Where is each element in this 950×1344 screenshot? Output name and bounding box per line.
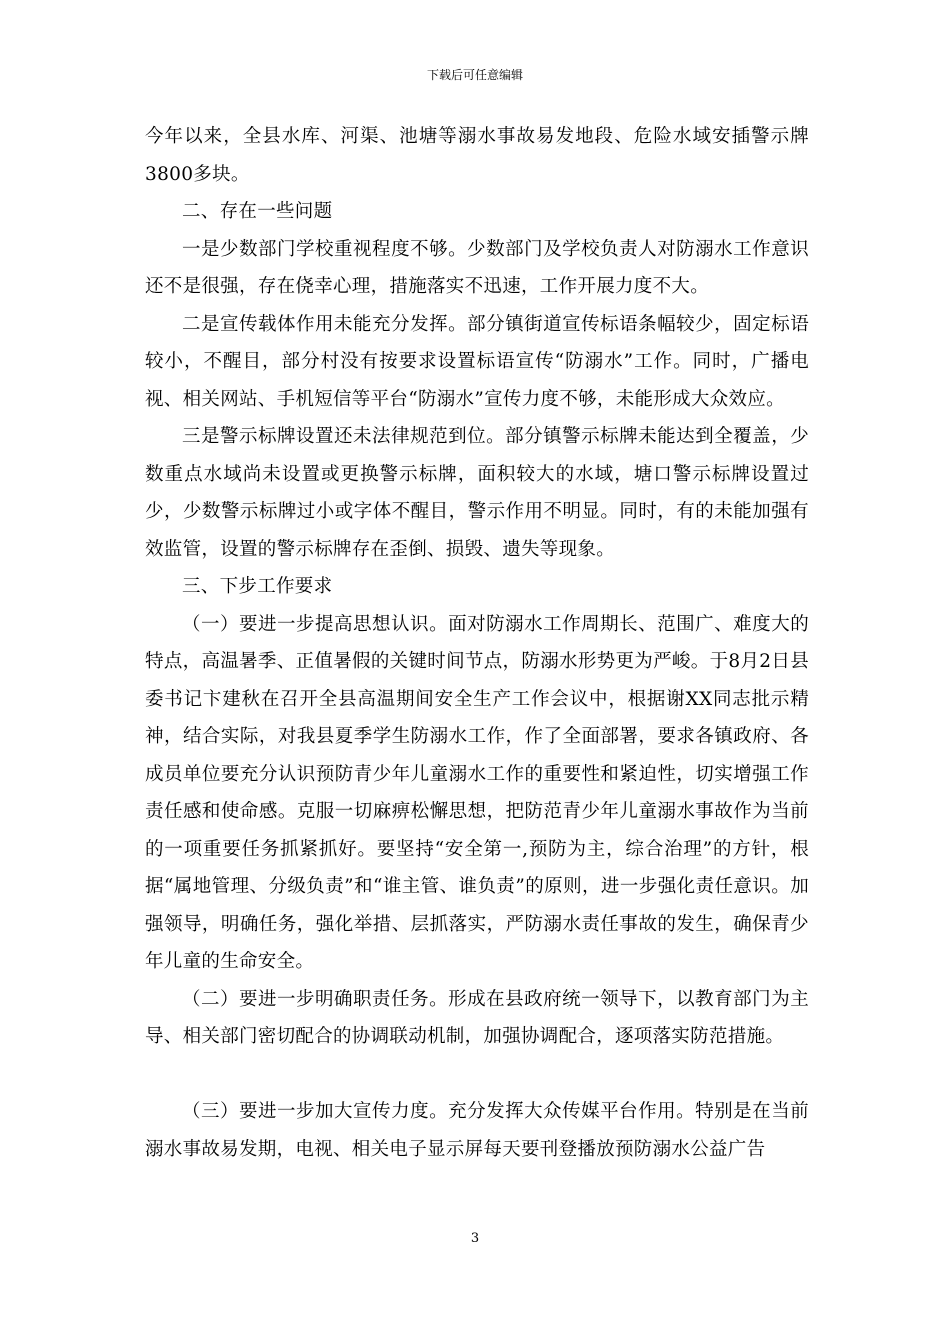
- paragraph-requirement-two: （二）要进一步明确职责任务。形成在县政府统一领导下，以教育部门为主导、相关部门密切配合的协调联动机制，加强协调配合，逐项落实防范措施。: [145, 988, 809, 1047]
- section-heading-requirements: 三、下步工作要求: [182, 576, 333, 597]
- paragraph-problem-one: 一是少数部门学校重视程度不够。少数部门及学校负责人对防溺水工作意识还不是很强，存在侥幸心理，措施落实不迅速，工作开展力度不大。: [145, 238, 809, 297]
- paragraph-problem-two: 二是宣传载体作用未能充分发挥。部分镇街道宣传标语条幅较少，固定标语较小，不醒目，部分村没有按要求设置标语宣传“防溺水”工作。同时，广播电视、相关网站、手机短信等平台“防溺水”宣传力度不够，未能形成大众效应。: [145, 313, 809, 410]
- page-number: 3: [470, 1231, 480, 1246]
- section-heading-problems: 二、存在一些问题: [182, 201, 333, 222]
- paragraph-requirement-three: （三）要进一步加大宣传力度。充分发挥大众传媒平台作用。特别是在当前溺水事故易发期，电视、相关电子显示屏每天要刊登播放预防溺水公益广告: [145, 1101, 809, 1160]
- page-header: 下载后可任意编辑: [426, 68, 523, 82]
- document-body: [145, 118, 809, 1168]
- paragraph-problem-three: 三是警示标牌设置还未法律规范到位。部分镇警示标牌未能达到全覆盖，少数重点水域尚未设置或更换警示标牌，面积较大的水域，塘口警示标牌设置过少，少数警示标牌过小或字体不醒目，警示作用不明显。同时，有的未能加强有效监管，设置的警示标牌存在歪倒、损毁、遗失等现象。: [145, 426, 809, 560]
- paragraph-warning-signs: 今年以来，全县水库、河渠、池塘等溺水事故易发地段、危险水域安插警示牌3800多块。: [145, 126, 809, 185]
- paragraph-requirement-one: （一）要进一步提高思想认识。面对防溺水工作周期长、范围广、难度大的特点，高温暑季、正值暑假的关键时间节点，防溺水形势更为严峻。于8月2日县委书记卞建秋在召开全县高温期间安全生产工作会议中，根据谢XX同志批示精神，结合实际，对我县夏季学生防溺水工作，作了全面部署，要求各镇政府、各成员单位要充分认识预防青少年儿童溺水工作的重要性和紧迫性，切实增强工作责任感和使命感。克服一切麻痹松懈思想，把防范青少年儿童溺水事故作为当前的一项重要任务抓紧抓好。要坚持“安全第一,预防为主，综合治理”的方针，根据“属地管理、分级负责”和“谁主管、谁负责”的原则，进一步强化责任意识。加强领导，明确任务，强化举措、层抓落实，严防溺水责任事故的发生，确保青少年儿童的生命安全。: [145, 613, 809, 972]
